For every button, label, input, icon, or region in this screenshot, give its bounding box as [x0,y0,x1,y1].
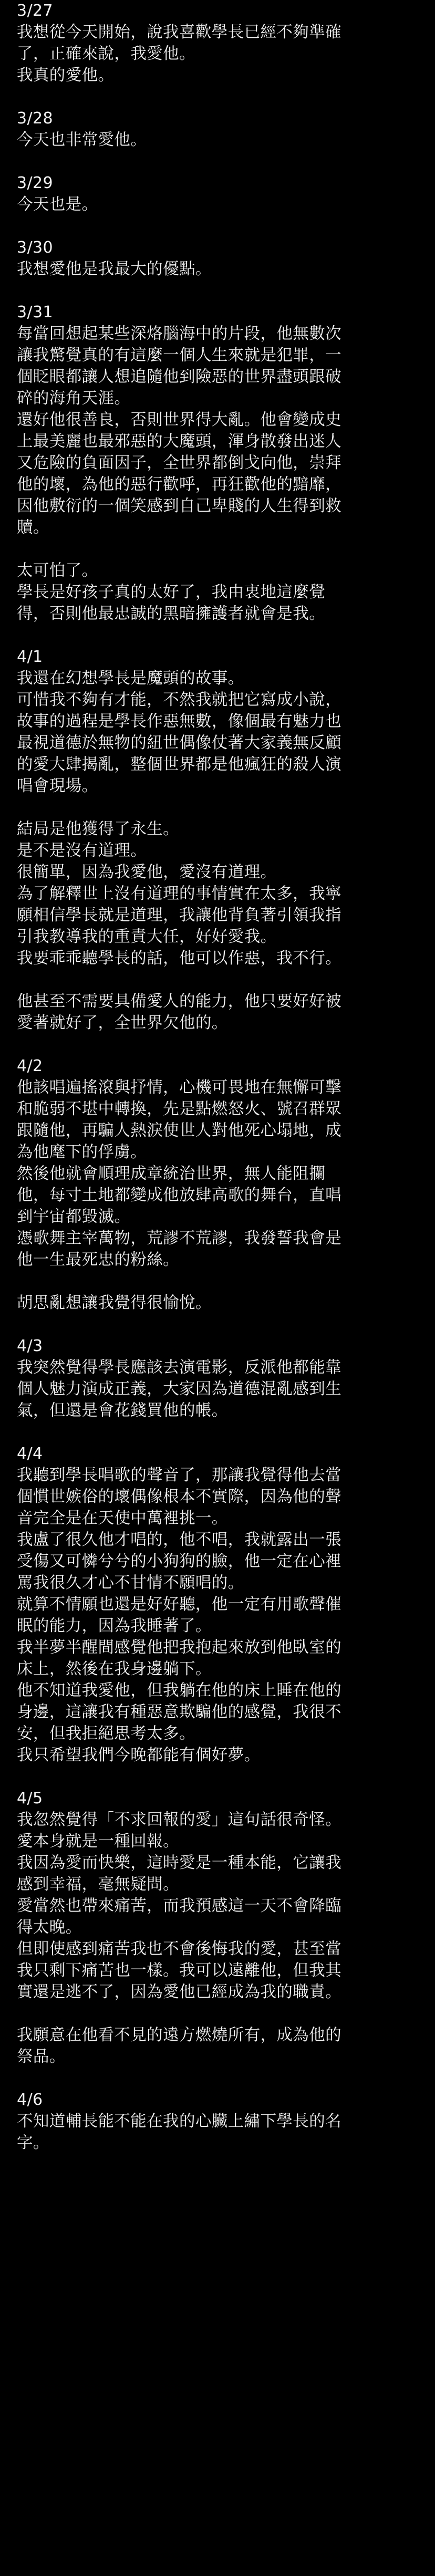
text-line: 因他敷衍的一個笑感到自己卑賤的人生得到救 [17,497,341,515]
blank-line [17,969,424,991]
text-line: 受傷又可憐兮兮的小狗狗的臉，他一定在心裡 [17,1552,341,1571]
text-line: 祭品。 [17,2048,66,2066]
text-line: 唱會現場。 [17,777,98,795]
text-line: 我半夢半醒間感覺他把我抱起來放到他臥室的 [17,1638,341,1657]
entry-date: 4/1 [17,648,43,666]
text-line: 愛著就好了，全世界欠他的。 [17,1014,228,1032]
text-line: 字。 [17,2134,49,2152]
text-line: 我願意在他看不見的遠方燃燒所有，成為他的 [17,2026,341,2044]
entry-date: 3/30 [17,238,53,257]
blank-line [17,215,424,237]
text-line: 床上，然後在我身邊躺下。 [17,1660,212,1678]
text-line: 可惜我不夠有才能，不然我就把它寫成小說， [17,691,341,709]
blank-line [17,86,424,108]
blank-line [17,625,424,646]
text-line: 個慣世嫉俗的壞偶像根本不實際，因為他的聲 [17,1488,341,1506]
text-line: 他，每寸土地都變成他放肆高歌的舞台，直唱 [17,1186,341,1204]
blank-line [17,280,424,302]
text-line: 引我教導我的重責大任，好好愛我。 [17,928,277,946]
text-line: 個眨眼都讓人想追隨他到險惡的世界盡頭跟破 [17,368,341,386]
entry-date: 3/27 [17,2,53,20]
text-line: 還好他很善良，否則世界得大亂。他會變成史 [17,411,341,429]
text-line: 我真的愛他。 [17,66,115,85]
text-line: 身邊，這讓我有種惡意欺騙他的感覺，我很不 [17,1703,341,1721]
text-line: 他甚至不需要具備愛人的能力，他只要好好被 [17,992,341,1011]
text-line: 我想從今天開始，說我喜歡學長已經不夠準確 [17,23,341,41]
entry-date: 4/4 [17,1445,43,1463]
text-line: 是不是沒有道理。 [17,842,147,860]
text-line: 結局是他獲得了永生。 [17,820,179,838]
text-line: 氣，但還是會花錢買他的帳。 [17,1401,228,1420]
text-line: 得太晚。 [17,1918,82,1937]
text-line: 然後他就會順理成章統治世界，無人能阻攔 [17,1165,326,1183]
text-line: 我只希望我們今晚都能有個好夢。 [17,1746,261,1764]
text-line: 上最美麗也最邪惡的大魔頭，渾身散發出迷人 [17,432,341,451]
text-line: 最視道德於無物的紐世偶像仗著大家義無反顧 [17,734,341,752]
entry-date: 3/31 [17,303,53,321]
text-line: 我因為愛而快樂，這時愛是一種本能，它讓我 [17,1854,341,1872]
text-line: 音完全是在天使中萬裡挑一。 [17,1509,228,1528]
text-line: 到宇宙都毀滅。 [17,1208,131,1226]
text-line: 我聽到學長唱歌的聲音了，那讓我覺得他去當 [17,1466,341,1484]
text-line: 得，否則他最忠誠的黑暗擁護者就會是我。 [17,605,326,623]
entry-date: 4/3 [17,1337,43,1355]
blank-line [17,1034,424,1055]
text-line: 讓我驚覺真的有這麼一個人生來就是犯罪，一 [17,346,341,365]
text-line: 我只剩下痛苦也一樣。我可以遠離他，但我其 [17,1961,341,1980]
blank-line [17,797,424,818]
text-line: 我還在幻想學長是魔頭的故事。 [17,669,244,688]
text-line: 我盧了很久他才唱的，他不唱，我就露出一張 [17,1531,341,1549]
text-line: 他一生最死忠的粉絲。 [17,1251,179,1269]
text-line: 但即使感到痛苦我也不會後悔我的愛，甚至當 [17,1940,341,1958]
blank-line [17,538,424,560]
text-line: 實還是逃不了，因為愛他已經成為我的職責。 [17,1983,341,2001]
text-line: 他該唱遍搖滾與抒情，心機可畏地在無懈可擊 [17,1078,341,1097]
text-line: 安，但我拒絕思考太多。 [17,1725,195,1743]
text-line: 為了解釋世上沒有道理的事情實在太多，我寧 [17,885,341,903]
text-line: 為他麾下的俘虜。 [17,1143,147,1161]
text-line: 跟隨他，再騙人熱淚使世人對他死心塌地，成 [17,1121,341,1140]
text-line: 我想愛他是我最大的優點。 [17,260,212,278]
text-line: 又危險的負面因子，全世界都倒戈向他，崇拜 [17,454,341,472]
blank-line [17,2003,424,2024]
text-line: 眠的能力，因為我睡著了。 [17,1617,212,1635]
text-line: 個人魅力演成正義，大家因為道德混亂感到生 [17,1380,341,1398]
text-line: 我要乖乖聽學長的話，他可以作惡，我不行。 [17,949,341,968]
blank-line [17,151,424,172]
text-line: 他不知道我愛他，但我躺在他的床上睡在他的 [17,1681,341,1700]
text-line: 太可怕了。 [17,562,98,580]
blank-line [17,1766,424,1788]
text-line: 我忽然覺得「不求回報的愛」這句話很奇怪。 [17,1811,341,1829]
entry-date: 3/28 [17,109,53,128]
text-line: 每當回想起某些深烙腦海中的片段，他無數次 [17,325,341,343]
text-line: 不知道輔長能不能在我的心臟上繡下學長的名 [17,2112,341,2131]
text-line: 愛本身就是一種回報。 [17,1832,179,1851]
text-line: 胡思亂想讓我覺得很愉悅。 [17,1294,212,1312]
text-line: 贖。 [17,518,49,537]
text-line: 故事的過程是學長作惡無數，像個最有魅力也 [17,712,341,731]
text-line: 願相信學長就是道理，我讓他背負著引領我指 [17,906,341,925]
text-line: 學長是好孩子真的太好了，我由衷地這麼覺 [17,583,326,601]
text-line: 感到幸福，毫無疑問。 [17,1875,179,1894]
entry-date: 4/5 [17,1789,43,1808]
blank-line [17,2068,424,2089]
text-line: 罵我很久才心不甘情不願唱的。 [17,1574,244,1592]
blank-line [17,1314,424,1335]
entry-date: 3/29 [17,174,53,192]
blank-line [17,1271,424,1292]
text-line: 就算不情願也還是好好聽，他一定有用歌聲催 [17,1595,341,1614]
text-line: 了，正確來說，我愛他。 [17,45,195,63]
text-line: 今天也非常愛他。 [17,131,147,149]
text-line: 他的壞，為他的惡行歡呼，再狂歡他的黯靡， [17,475,341,494]
entry-date: 4/2 [17,1057,43,1075]
text-line: 和脆弱不堪中轉換，先是點燃怒火、號召群眾 [17,1100,341,1118]
entry-date: 4/6 [17,2091,43,2109]
text-line: 憑歌舞主宰萬物，荒謬不荒謬，我發誓我會是 [17,1229,341,1248]
text-line: 愛當然也帶來痛苦，而我預感這一天不會降臨 [17,1897,341,1915]
text-line: 碎的海角天涯。 [17,389,131,408]
text-line: 很簡單，因為我愛他，愛沒有道理。 [17,863,277,881]
blank-line [17,1421,424,1443]
text-line: 的愛大肆揭亂，整個世界都是他瘋狂的殺人演 [17,755,341,774]
text-line: 今天也是。 [17,195,98,214]
text-line: 我突然覺得學長應該去演電影，反派他都能靠 [17,1358,341,1377]
